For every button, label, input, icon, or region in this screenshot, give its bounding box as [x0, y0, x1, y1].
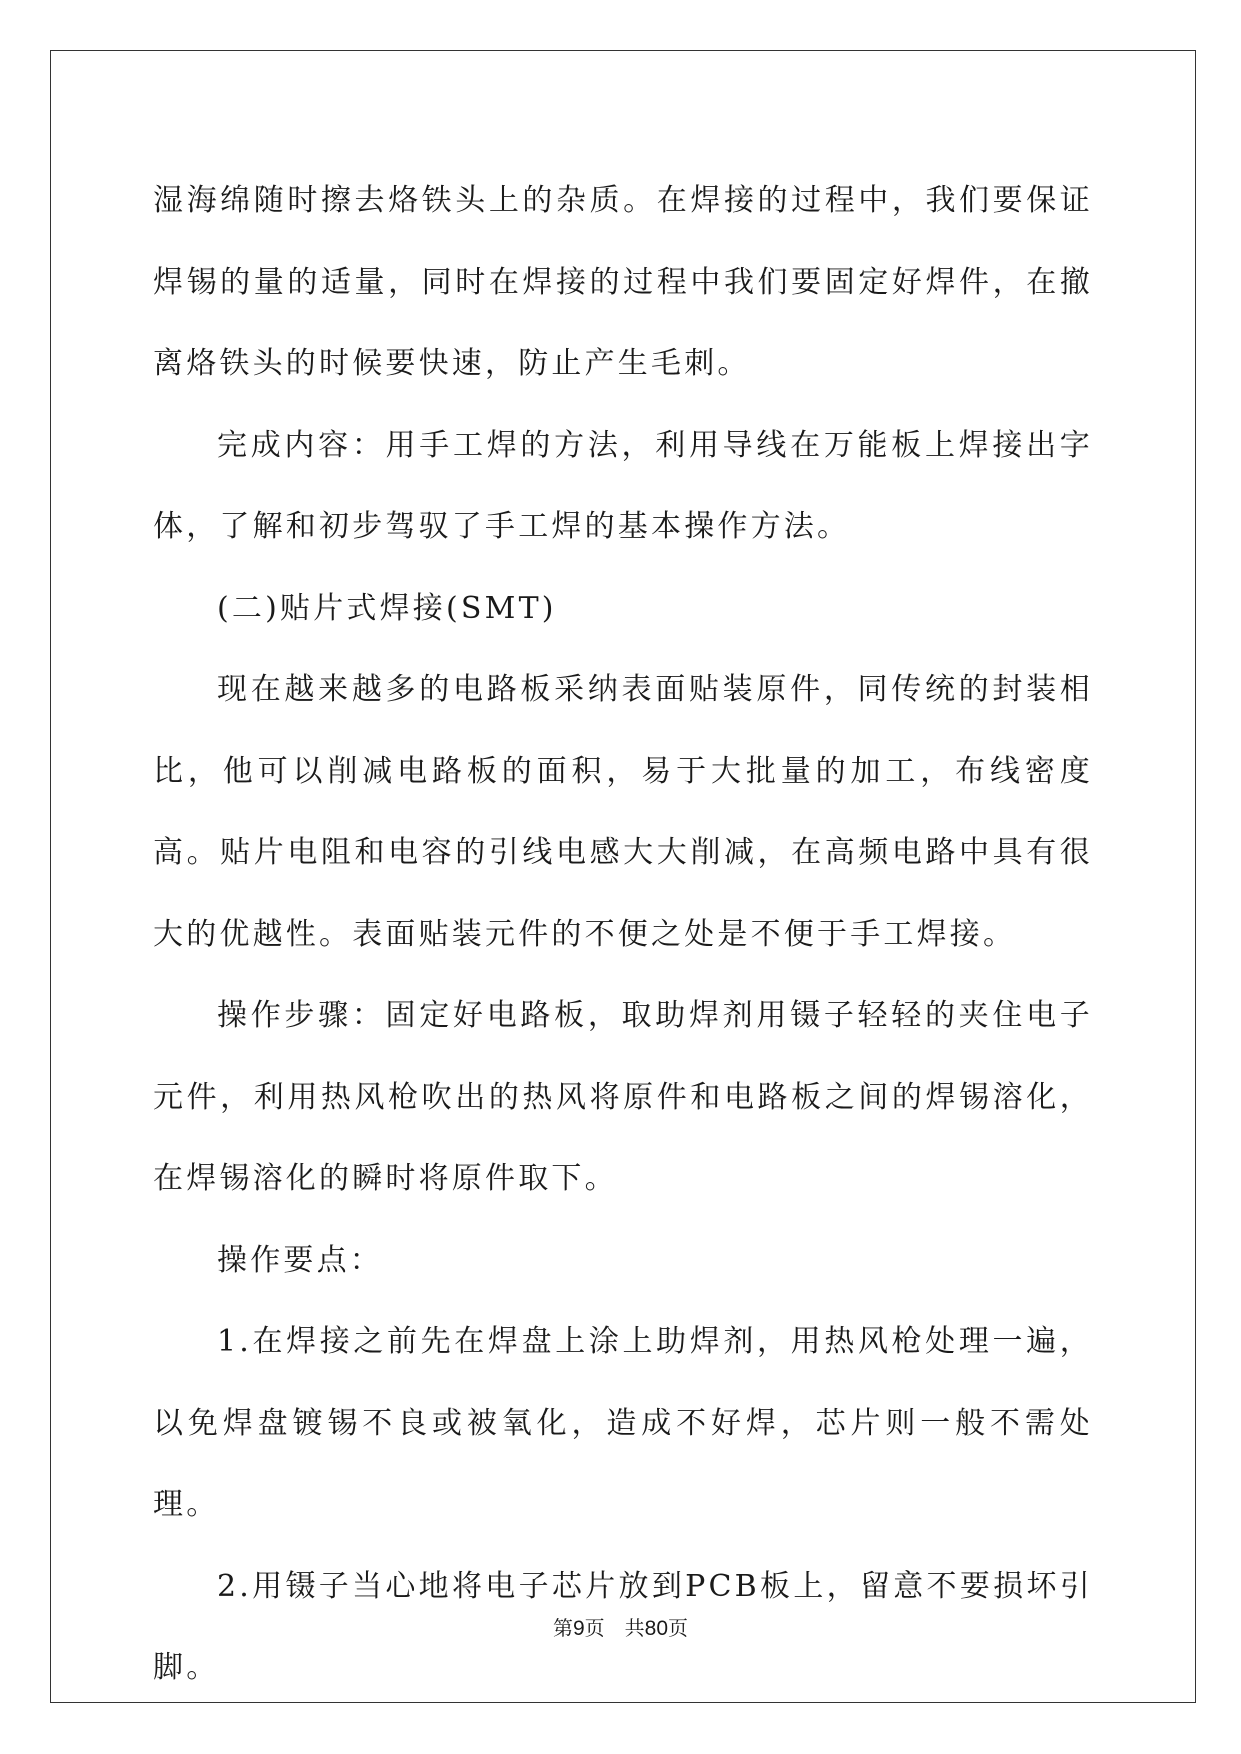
paragraph-1: 湿海绵随时擦去烙铁头上的杂质。在焊接的过程中，我们要保证焊锡的量的适量，同时在焊接的过程中我们要固定好焊件，在撤离烙铁头的时候要快速，防止产生毛刺。: [153, 183, 1093, 381]
total-suffix: 页: [668, 1618, 689, 1640]
section-heading: (二)贴片式焊接(SMT): [217, 590, 557, 626]
paragraph-3: 现在越来越多的电路板采纳表面贴装原件，同传统的封装相比，他可以削减电路板的面积，易于大批量的加工，布线密度高。贴片电阻和电容的引线电感大大削减，在高频电路中具有很大的优越性。表面贴装元件的不便之处是不便于手工焊接。: [153, 672, 1093, 952]
document-body: [153, 160, 1093, 1709]
paragraph-5: 操作要点：: [217, 1242, 383, 1278]
paragraph-2: 完成内容：用手工焊的方法，利用导线在万能板上焊接出字体，了解和初步驾驭了手工焊的基本操作方法。: [153, 427, 1093, 544]
paragraph-7: 2.用镊子当心地将电子芯片放到PCB板上，留意不要损坏引脚。: [153, 1568, 1093, 1685]
total-pages: 80: [644, 1617, 669, 1640]
page-number: 9: [572, 1617, 585, 1640]
paragraph-6: 1.在焊接之前先在焊盘上涂上助焊剂，用热风枪处理一遍，以免焊盘镀锡不良或被氧化，造成不好焊，芯片则一般不需处理。: [153, 1324, 1093, 1522]
page-suffix: 页: [584, 1618, 605, 1640]
total-prefix: 共: [624, 1618, 645, 1640]
page-prefix: 第: [552, 1618, 573, 1640]
page-footer: [0, 1612, 1241, 1641]
paragraph-4: 操作步骤：固定好电路板，取助焊剂用镊子轻轻的夹住电子元件，利用热风枪吹出的热风将原件和电路板之间的焊锡溶化，在焊锡溶化的瞬时将原件取下。: [153, 998, 1093, 1196]
